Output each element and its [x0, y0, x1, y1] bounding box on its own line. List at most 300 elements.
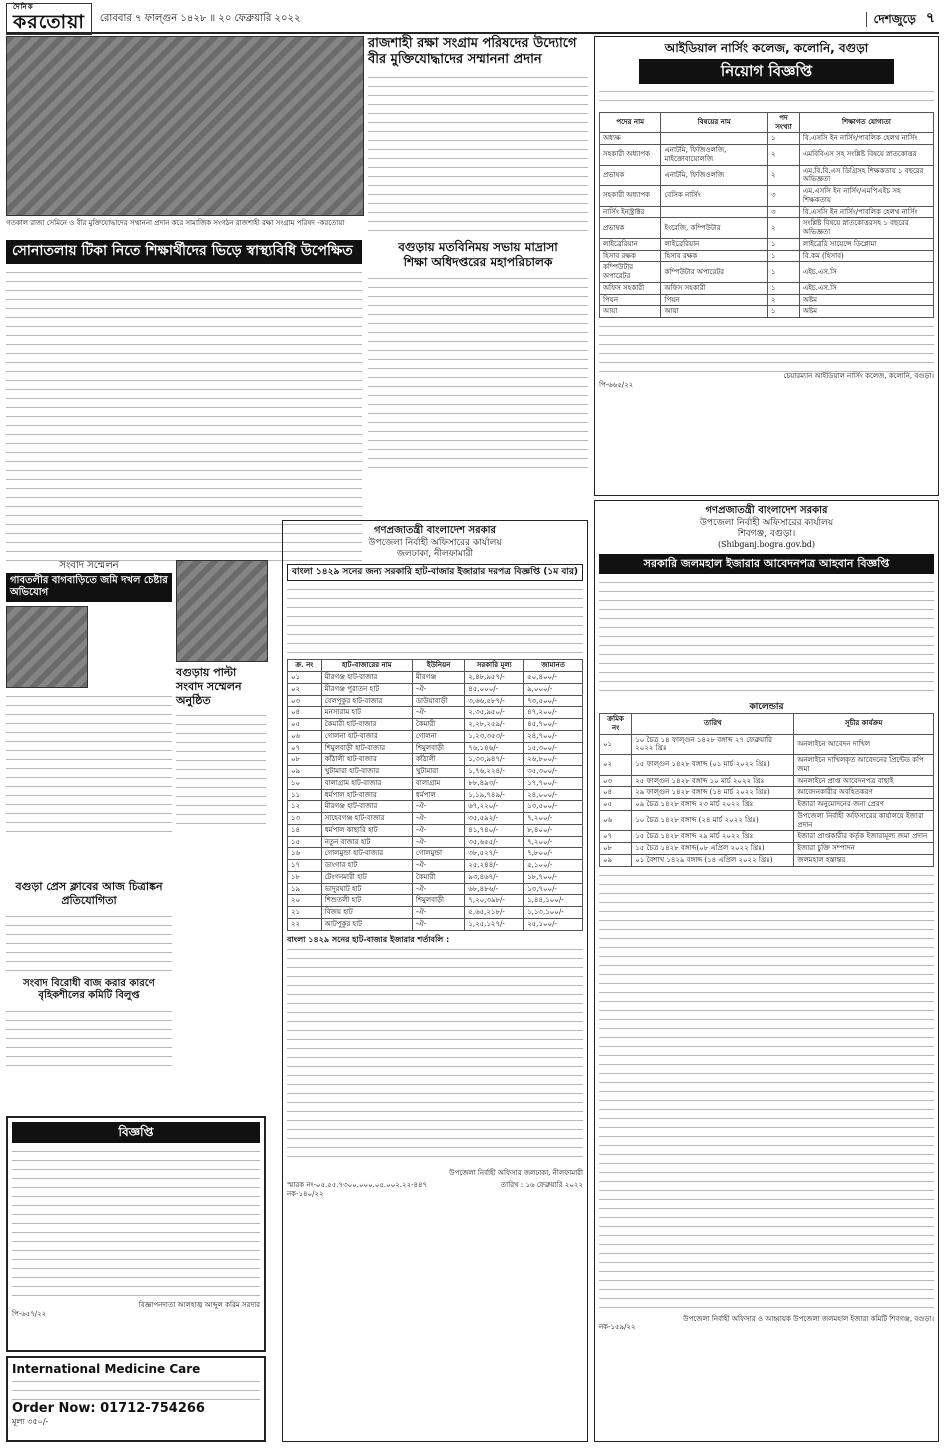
jaldhaka-terms-body	[287, 945, 583, 1165]
nursing-cell: সংশ্লিষ্ট বিষয়ে স্নাতকোত্তরসহ ১ বছরের অভিজ্ঞতা	[799, 218, 933, 239]
haat-cell: আটপুকুর হাট	[321, 918, 412, 930]
haat-cell: ৪৫,৭০০/-	[524, 719, 583, 731]
haat-cell: বালাগ্রাম	[412, 777, 464, 789]
haat-cell: ২২	[288, 918, 322, 930]
jaldhaka-notice-title: বাংলা ১৪২৯ সনের জন্য সরকারি হাট-বাজার ইজারার দরপত্র বিজ্ঞপ্তি (১ম বার)	[287, 564, 583, 581]
haat-cell: -ঐ-	[412, 683, 464, 695]
shibganj-intro	[599, 578, 934, 698]
calendar-table-body	[600, 734, 934, 866]
calendar-cell: ০১	[600, 734, 632, 755]
nursing-table-body	[600, 133, 934, 318]
nursing-cell: হিসাব রক্ষক	[661, 250, 768, 262]
nursing-cell: এমবিবিএস সহ সংশ্লিষ্ট বিষয়ে স্নাতকোত্তর	[799, 145, 933, 166]
haat-cell: ৮,৪০০/-	[524, 824, 583, 836]
calendar-cell: ০৬	[600, 810, 632, 831]
haat-cell: ১৫	[288, 836, 322, 848]
haat-cell: কৈমারী	[412, 871, 464, 883]
nursing-cell: প্রভাষক	[600, 218, 661, 239]
masthead	[6, 2, 939, 34]
nursing-cell: এনাটমি, ফিজিওলজি	[661, 165, 768, 186]
sonatola-story	[6, 240, 362, 568]
calendar-cell: ১০ চৈত্র ১৪২৮ বঙ্গাব্দ (২৪ মার্চ ২০২২ খ্রিঃ)	[632, 810, 794, 831]
jaldhaka-code: নক-১৪০/২২	[287, 1190, 324, 1198]
nursing-cell: ইংরেজি, কম্পিউটার	[661, 218, 768, 239]
nursing-cell: আয়া	[661, 306, 768, 318]
haat-cell: ৭,৮০০/-	[524, 848, 583, 860]
calendar-row	[600, 775, 934, 787]
madrasa-headline-2: শিক্ষা অধিদপ্তরের মহাপরিচালক	[403, 255, 553, 269]
calendar-cell: ০২	[600, 755, 632, 776]
calendar-row	[600, 755, 934, 776]
calendar-title: কালেন্ডার	[749, 701, 784, 712]
haat-cell: ১৩,৫০০/-	[524, 801, 583, 813]
nursing-cell: বেসিক নার্সিং	[661, 186, 768, 207]
nursing-cell: অফিস সহকারী	[661, 282, 768, 294]
haat-cell: ১৬	[288, 848, 322, 860]
haat-cell: -ঐ-	[412, 824, 464, 836]
nursing-cell: এইচ.এস.সি	[799, 282, 933, 294]
haat-cell: খুটামারা হাট-বাজার	[321, 766, 412, 778]
jaldhaka-intro	[287, 585, 583, 655]
calendar-cell: ১৫ চৈত্র ১৪২৮ বঙ্গাব্দ ২৯ মার্চ ২০২২ খ্রিঃ	[632, 831, 794, 843]
haat-cell: ১৮	[288, 871, 322, 883]
shibganj-web: (Shibganj.bogra.gov.bd)	[717, 540, 816, 549]
haat-cell: শিমুলবাড়ী হাট-বাজার	[321, 742, 412, 754]
bigyapti-signer: বিজ্ঞাপনদাতা আলহাজ্ব আব্দুল করিম সরদার	[138, 1301, 260, 1309]
haat-cell: ৯,০০০/-	[524, 683, 583, 695]
haat-header-cell: ক্র. নং	[288, 660, 322, 672]
haat-row	[288, 918, 583, 930]
calendar-cell: ০৪	[600, 787, 632, 799]
imc-price: মূল্য ৩৫০/-	[12, 1417, 49, 1427]
haat-cell: -ঐ-	[412, 801, 464, 813]
gabtali-photo	[6, 606, 88, 688]
haat-cell: ১,১৯,৭৪৯/-	[465, 789, 524, 801]
calendar-cell: ১৫ চৈত্র ১৪২৮ বঙ্গাব্দ(০৮ এপ্রিল ২০২২ খ্রিঃ)	[632, 843, 794, 855]
haat-row	[288, 907, 583, 919]
calendar-cell: ১০ চৈত্র ১৪ ফাল্গুন ১৪২৮ বঙ্গাব্দ ২৭ ফেব্রুয়ারি ২০২২ খ্রিঃ	[632, 734, 794, 755]
haat-header-cell: হাট-বাজারের নাম	[321, 660, 412, 672]
haat-cell: ৭,২০,৩৯৮/-	[465, 895, 524, 907]
calendar-cell: ইজারা চুক্তি সম্পাদন	[794, 843, 934, 855]
haat-cell: ৭৩,৫০০/-	[524, 695, 583, 707]
haat-header-cell: ইউনিয়ন	[412, 660, 464, 672]
calendar-table	[599, 713, 934, 867]
haat-cell: ৩,৬৬,৫৮৭/-	[465, 695, 524, 707]
haat-cell: ১৮,৭০০/-	[524, 871, 583, 883]
nursing-notice: নিয়োগ বিজ্ঞপ্তি	[639, 59, 894, 84]
haat-row	[288, 895, 583, 907]
imc-body	[12, 1377, 260, 1401]
jaldhaka-gov-title: গণপ্রজাতন্ত্রী বাংলাদেশ সরকার	[374, 525, 496, 536]
calendar-row	[600, 854, 934, 866]
shibganj-code: নক-১৫৯/২২	[599, 1323, 636, 1332]
calendar-row	[600, 799, 934, 811]
calendar-row	[600, 787, 934, 799]
gabtali-story	[6, 560, 172, 832]
nursing-cell: লাইব্রেরি সায়েন্সে ডিপ্লোমা	[799, 238, 933, 250]
haat-row	[288, 683, 583, 695]
calendar-cell: জলমহাল হস্তান্তর	[794, 854, 934, 866]
shibganj-notice-title: সরকারি জলমহাল ইজারার আবেদনপত্র আহবান বিজ্ঞপ্তি	[599, 554, 934, 574]
haat-cell: ০৫	[288, 719, 322, 731]
nursing-row	[600, 133, 934, 145]
haat-cell: ২,২৮,২৫৯/-	[465, 719, 524, 731]
calendar-table-header	[600, 714, 934, 735]
haat-cell: ১১	[288, 789, 322, 801]
nursing-ad	[594, 36, 939, 496]
rajshahi-body	[368, 73, 588, 233]
calendar-cell: ০১ বৈশাখ ১৪২৯ বঙ্গাব্দ (১৪ এপ্রিল ২০২২ খ্রিঃ)	[632, 854, 794, 866]
nursing-row	[600, 250, 934, 262]
madrasa-story	[368, 240, 588, 474]
haat-cell: ১৩,৭০০/-	[524, 883, 583, 895]
nursing-cell	[661, 206, 768, 218]
nursing-row	[600, 262, 934, 283]
nursing-cell: ১	[768, 262, 800, 283]
haat-cell: ০৪	[288, 707, 322, 719]
press-club-story	[6, 880, 172, 1067]
haat-row	[288, 824, 583, 836]
page-number: ৭	[925, 10, 935, 27]
madrasa-body	[368, 274, 588, 474]
calendar-cell: অনলাইনে দাখিলকৃত আবেদনের প্রিন্টেড কপি জমা	[794, 755, 934, 776]
pantha-headline: বগুড়ায় পাল্টা সংবাদ সম্মেলন অনুষ্ঠিত	[176, 666, 242, 707]
calendar-cell: ০৮	[600, 843, 632, 855]
nursing-cell: ২	[768, 145, 800, 166]
nursing-cell: ২	[768, 165, 800, 186]
haat-row	[288, 719, 583, 731]
haat-cell: ৩৮,৫২৭/-	[465, 848, 524, 860]
haat-cell: ৫,৬৫,২১৮/-	[465, 907, 524, 919]
nursing-cell: ১	[768, 306, 800, 318]
haat-row	[288, 742, 583, 754]
haat-row	[288, 707, 583, 719]
paper-name: করতোয়া	[13, 10, 85, 33]
haat-row	[288, 766, 583, 778]
nursing-cell: পিয়ন	[661, 294, 768, 306]
nursing-cell: ২	[768, 294, 800, 306]
sonatola-headline: সোনাতলায় টিকা নিতে শিক্ষার্থীদের ভিড়ে স্বাস্থ্যবিধি উপেক্ষিত	[6, 240, 362, 264]
haat-cell: গোলনা	[412, 730, 464, 742]
nursing-intro	[599, 87, 934, 109]
haat-row	[288, 672, 583, 684]
haat-cell: ৪৭,২০০/-	[524, 707, 583, 719]
nursing-ref: পি-৬৬৫/২২	[599, 380, 634, 389]
pantha-photo	[176, 560, 268, 662]
gabtali-label: সংবাদ সম্মেলন	[59, 560, 119, 571]
nursing-cell: এম.বি.বি.এস ডিগ্রিসহ শিক্ষকতায় ১ বছরের অভিজ্ঞতা	[799, 165, 933, 186]
haat-cell: ১,১৩,১০০/-	[524, 907, 583, 919]
jaldhaka-office: উপজেলা নির্বাহী অফিসারের কার্যালয়	[368, 537, 502, 548]
gabtali-headline: গাবতলীর বাগবাড়িতে জমি দখল চেষ্টার অভিযোগ	[6, 573, 172, 602]
paper-prefix: দৈনিক	[13, 2, 34, 11]
calendar-cell: ০৯	[600, 854, 632, 866]
nursing-cell: পিয়ন	[600, 294, 661, 306]
imc-ad	[6, 1356, 266, 1442]
haat-cell: -ঐ-	[412, 836, 464, 848]
nursing-row	[600, 306, 934, 318]
haat-cell: গোলমুন্ডা	[412, 848, 464, 860]
haat-cell: ২১	[288, 907, 322, 919]
nursing-cell: ১	[768, 133, 800, 145]
haat-cell: গোলনা হাট-বাজার	[321, 730, 412, 742]
haat-cell: ১৭	[288, 860, 322, 872]
haat-row	[288, 695, 583, 707]
haat-cell: ২,৩৫,৯৫০/-	[465, 707, 524, 719]
haat-cell: ২৬,৮০০/-	[524, 754, 583, 766]
haat-cell: ১,৭৬,২২৪/-	[465, 766, 524, 778]
haat-cell: ৪৫,০০০/-	[465, 683, 524, 695]
sangbad-body	[6, 1007, 172, 1067]
haat-cell: ১,৩৩,৯৪৭/-	[465, 754, 524, 766]
calendar-cell: ০৩	[600, 775, 632, 787]
haat-cell: -ঐ-	[412, 860, 464, 872]
jaldhaka-place: জলঢাকা, নীলফামারী	[396, 548, 474, 559]
nursing-table-header	[600, 112, 934, 133]
haat-cell: সাহেবগঞ্জ হাট-বাজার	[321, 813, 412, 825]
nursing-cell: ১	[768, 282, 800, 294]
nursing-cell: কম্পিউটার অপারেটর	[600, 262, 661, 283]
haat-cell: ১৯	[288, 883, 322, 895]
haat-cell: ০৯	[288, 766, 322, 778]
haat-cell: ১,২৫,১২৭/-	[465, 918, 524, 930]
rajshahi-story	[368, 36, 588, 236]
madrasa-headline-1: বগুড়ায় মতবিনিময় সভায় মাদ্রাসা	[398, 240, 558, 254]
nursing-cell: কম্পিউটার অপারেটর	[661, 262, 768, 283]
haat-table-header	[288, 660, 583, 672]
haat-row	[288, 801, 583, 813]
haat-cell: ২৪,০০০/-	[524, 789, 583, 801]
shibganj-signature: উপজেলা নির্বাহী অফিসার ও আহ্বায়ক উপজেলা জলমহাল ইজারা কমিটি শিবগঞ্জ, বগুড়া।	[683, 1314, 934, 1323]
nursing-cell: হিসাব রক্ষক	[600, 250, 661, 262]
haat-row	[288, 754, 583, 766]
haat-cell: ২০	[288, 895, 322, 907]
shibganj-header	[599, 505, 934, 550]
nursing-cell: ১	[768, 250, 800, 262]
nursing-row	[600, 294, 934, 306]
jaldhaka-ref: স্মারক নং-০৫.৫৫.৭৩০০.০০০.০৫.০০২.২২-৪৪৭	[287, 1181, 428, 1190]
haat-cell: ৯৩,৪৬৭/-	[465, 871, 524, 883]
haat-cell: -ঐ-	[412, 813, 464, 825]
nursing-cell: এনাটমি, ফিজিওলজি, মাইক্রোবায়োলজি	[661, 145, 768, 166]
haat-cell: ২৫,২৪৪/-	[465, 860, 524, 872]
haat-row	[288, 777, 583, 789]
nursing-cell: অষ্টম	[799, 294, 933, 306]
haat-cell: ১৪	[288, 824, 322, 836]
nursing-row	[600, 238, 934, 250]
nursing-conditions	[599, 322, 934, 372]
nursing-header-cell: শিক্ষাগত যোগ্যতা	[799, 112, 933, 133]
calendar-cell: ০৯ চৈত্র ১৪২৮ বঙ্গাব্দ ২৩ মার্চ ২০২২ খ্রিঃ	[632, 799, 794, 811]
haat-cell: ০৭	[288, 742, 322, 754]
haat-cell: ৫,১০০/-	[524, 860, 583, 872]
haat-row	[288, 860, 583, 872]
nursing-cell: ২	[768, 218, 800, 239]
imc-order: Order Now: 01712-754266	[12, 1401, 205, 1416]
haat-cell: ডাউয়াবাড়ী	[412, 695, 464, 707]
haat-cell: কাঁঠালী হাট-বাজার	[321, 754, 412, 766]
nursing-cell: বি.এসসি ইন নার্সিং/পাবলিক হেলথ নার্সিং	[799, 206, 933, 218]
sangbad-subhead: বৃহিকশীলের কমিটি বিলুপ্ত	[38, 990, 140, 1001]
calendar-cell: ২৫ ফাল্গুন ১৪২৮ বঙ্গাব্দ ১০ মার্চ ২০২২ খ্রিঃ	[632, 775, 794, 787]
nursing-cell: আয়া	[600, 306, 661, 318]
nursing-title: আইডিয়াল নার্সিং কলেজ, কলোনি, বগুড়া	[664, 41, 869, 55]
photo-caption: গতকাল রাজা সেমিনে ও বীর মুক্তিযোদ্ধাদের সম্মাননা প্রদান করে সামাজিক সংগঠন রাজশাহী রক্ষা সংগ্রাম পরিষদ -করতোয়া	[6, 219, 345, 227]
haat-cell: শিমুলবাড়ী	[412, 742, 464, 754]
haat-table-body	[288, 672, 583, 931]
nursing-cell: সহকারী অধ্যাপক	[600, 145, 661, 166]
haat-cell: ৮৮,৪৯৩/-	[465, 777, 524, 789]
bigyapti-body	[12, 1147, 260, 1297]
section-name: দেশজুড়ে	[866, 12, 921, 27]
haat-table	[287, 659, 583, 930]
calendar-cell: ইজারা অনুমোদনের জন্য প্রেরণ	[794, 799, 934, 811]
nursing-cell: নার্সিং ইনস্ট্রাক্টর	[600, 206, 661, 218]
nursing-cell: ৩	[768, 186, 800, 207]
haat-cell: ১৩	[288, 813, 322, 825]
nursing-cell: লাইব্রেরিয়ান	[661, 238, 768, 250]
haat-header-cell: জামানত	[524, 660, 583, 672]
shibganj-terms	[599, 871, 934, 1311]
shibganj-gov-title: গণপ্রজাতন্ত্রী বাংলাদেশ সরকার	[705, 505, 828, 516]
haat-cell: টেংগনমারী হাট	[321, 871, 412, 883]
nursing-header-cell: বিষয়ের নাম	[661, 112, 768, 133]
haat-cell: ৩৫,৬৫৫/-	[465, 836, 524, 848]
haat-cell: ৭৬,১৪৬/-	[465, 742, 524, 754]
nursing-cell: ৩	[768, 206, 800, 218]
calendar-header-cell: তারিখ	[632, 714, 794, 735]
haat-cell: ০১	[288, 672, 322, 684]
calendar-cell: অনলাইনে প্রাপ্ত আবেদনপত্র বাছাই	[794, 775, 934, 787]
haat-cell: মীরগঞ্জ হাট-বাজার	[321, 672, 412, 684]
shibganj-notice	[594, 500, 939, 1442]
bigyapti-title: বিজ্ঞপ্তি	[12, 1122, 260, 1143]
nursing-row	[600, 282, 934, 294]
haat-row	[288, 848, 583, 860]
nursing-header-cell: পদের নাম	[600, 112, 661, 133]
nursing-cell: এইচ.এস.সি	[799, 262, 933, 283]
ceremony-photo	[6, 36, 364, 216]
nursing-signature: চেয়ারম্যান আইডিয়াল নার্সিং কলেজ, কলোনি, বগুড়া।	[783, 372, 934, 380]
calendar-header-cell: সূচীর কার্যক্রম	[794, 714, 934, 735]
nursing-header-cell: পদ সংখ্যা	[768, 112, 800, 133]
jaldhaka-signature: উপজেলা নির্বাহী অফিসার জলঢাকা, নীলফামারী	[449, 1168, 583, 1177]
haat-cell: ৫০,৪০০/-	[524, 672, 583, 684]
nursing-cell: অফিস সহকারী	[600, 282, 661, 294]
haat-cell: ১৭,৭০০/-	[524, 777, 583, 789]
haat-cell: ভাদুরঘাট হাট	[321, 883, 412, 895]
shibganj-office: উপজেলা নির্বাহী অফিসারের কার্যালয়	[699, 517, 834, 528]
nursing-row	[600, 218, 934, 239]
rajshahi-subhead: বীর মুক্তিযোদ্ধাদের সম্মাননা প্রদান	[368, 52, 542, 68]
haat-cell: ডাংগার হাট	[321, 860, 412, 872]
haat-header-cell: সরকারি মূল্য	[465, 660, 524, 672]
calendar-cell: ২৯ ফাল্গুন ১৪২৮ বঙ্গাব্দ (১৪ মার্চ ২০২২ খ্রিঃ)	[632, 787, 794, 799]
nursing-cell: এম.এসসি ইন নার্সিং/এমপিএইচ সহ শিক্ষকতায়	[799, 186, 933, 207]
calendar-cell: আবেদনকারীর অবহিতকরণ	[794, 787, 934, 799]
photo-story	[6, 36, 362, 236]
haat-cell: মীরগঞ্জ পুরাতন হাট	[321, 683, 412, 695]
haat-cell: ধর্মপাল হাট-বাজার	[321, 789, 412, 801]
haat-cell: গোলমুন্ডা হাট-বাজার	[321, 848, 412, 860]
haat-cell: ৩৫,৩০০/-	[524, 766, 583, 778]
gabtali-body	[6, 692, 172, 832]
nursing-row	[600, 145, 934, 166]
calendar-row	[600, 734, 934, 755]
haat-cell: ধর্মপাল কাছারি হাট	[321, 824, 412, 836]
haat-cell: খুটামারা	[412, 766, 464, 778]
haat-cell: -ঐ-	[412, 918, 464, 930]
haat-cell: বালাগ্রাম হাট-বাজার	[321, 777, 412, 789]
haat-cell: ১,২৩,৩৫৩/-	[465, 730, 524, 742]
haat-cell: ০৩	[288, 695, 322, 707]
nursing-cell: প্রভাষক	[600, 165, 661, 186]
haat-cell: ২৪,৭০০/-	[524, 730, 583, 742]
press-club-headline: বগুড়া প্রেস ক্লাবের আজ চিত্রাঙ্কন প্রতিযোগিতা	[15, 880, 163, 907]
nursing-cell: লাইব্রেরিয়ান	[600, 238, 661, 250]
jaldhaka-date: তারিখ : ১৬ ফেব্রুয়ারি ২০২২	[500, 1181, 583, 1190]
nursing-cell: বি.কম (হিসাব)	[799, 250, 933, 262]
nursing-cell: অধ্যক্ষ	[600, 133, 661, 145]
calendar-cell: অনলাইনে আবেদন দাখিল	[794, 734, 934, 755]
nursing-cell	[661, 133, 768, 145]
calendar-cell: ১৫ ফাল্গুন ১৪২৮ বঙ্গাব্দ (০১ মার্চ ২০২২ খ্রিঃ)	[632, 755, 794, 776]
nursing-cell: বি.এসসি ইন নার্সিং/পাবলিক হেলথ নার্সিং	[799, 133, 933, 145]
haat-row	[288, 789, 583, 801]
nursing-table	[599, 112, 934, 318]
calendar-cell: ইজারা প্রাপ্তকারীর কর্তৃক ইজারামূল্য জমা প্রদান	[794, 831, 934, 843]
haat-cell: ১২	[288, 801, 322, 813]
calendar-cell: ০৭	[600, 831, 632, 843]
nursing-row	[600, 165, 934, 186]
haat-cell: শিশুতলী হাট	[321, 895, 412, 907]
calendar-cell: ০৫	[600, 799, 632, 811]
haat-cell: ০৬	[288, 730, 322, 742]
nursing-cell: সহকারী অধ্যাপক	[600, 186, 661, 207]
haat-cell: ৩৫,৫৯২/-	[465, 813, 524, 825]
haat-cell: ৭,২০০/-	[524, 813, 583, 825]
dateline: রোববার ৭ ফাল্গুন ১৪২৮ ॥ ২০ ফেব্রুয়ারি ২০২২	[99, 12, 301, 24]
haat-cell: মীরগঞ্জ হাট-বাজার	[321, 801, 412, 813]
haat-cell: ১,৪৪,১০০/-	[524, 895, 583, 907]
haat-cell: -ঐ-	[412, 883, 464, 895]
haat-row	[288, 871, 583, 883]
pantha-body	[176, 711, 266, 831]
haat-cell: -ঐ-	[412, 907, 464, 919]
nursing-cell: অষ্টম	[799, 306, 933, 318]
calendar-cell: উপজেলা নির্বাহী অফিসারের কার্যালয়ে ইজারা প্রদান	[794, 810, 934, 831]
bigyapti-code: পি-৬৫৭/২২	[12, 1309, 47, 1318]
haat-cell: ৪১,৭৪০/-	[465, 824, 524, 836]
calendar-row	[600, 810, 934, 831]
haat-row	[288, 836, 583, 848]
haat-cell: নতুন বাজার হাট	[321, 836, 412, 848]
haat-cell: বিজয় হাট	[321, 907, 412, 919]
paper-logo	[6, 3, 92, 36]
jaldhaka-terms-title: বাংলা ১৪২৯ সনের হাট-বাজার ইজারার শর্তাবলি :	[287, 934, 450, 944]
nursing-cell: ১	[768, 238, 800, 250]
haat-cell: ৬৮,৪৮৬/-	[465, 883, 524, 895]
haat-cell: ০২	[288, 683, 322, 695]
jaldhaka-footer	[287, 1181, 583, 1190]
haat-cell: শিমুলবাড়ী	[412, 895, 464, 907]
haat-cell: ১৫,৩০০/-	[524, 742, 583, 754]
haat-cell: বেলপুকুর হাট-বাজার	[321, 695, 412, 707]
press-club-body	[6, 912, 172, 972]
haat-cell: ১০	[288, 777, 322, 789]
bigyapti-ad	[6, 1116, 266, 1352]
